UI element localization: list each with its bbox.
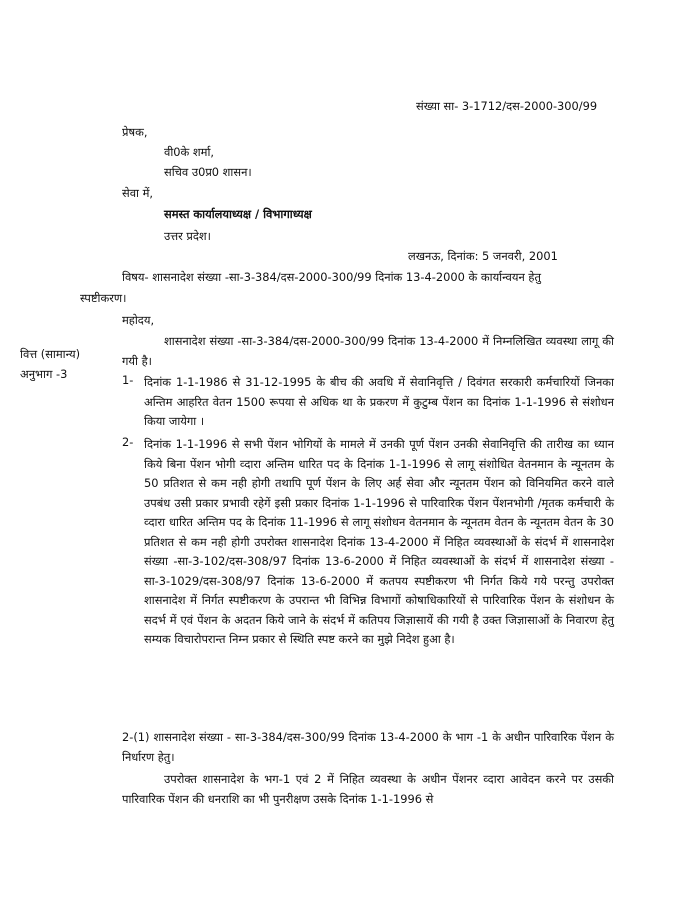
salutation: महोदय,	[122, 313, 155, 327]
recipient: समस्त कार्यालयाध्यक्ष / विभागाध्यक्ष	[164, 207, 312, 221]
item-1-text: दिनांक 1-1-1986 से 31-12-1995 के बीच की अवधि में सेवानिवृत्ति / दिवंगत सरकारी कर्मचारियों जिनका अन्तिम आहरित वेतन 1500 रूपया से अधिक था के प्रकरण में कुटुम्ब पेंशन का दिनांक 1-1-1996 से संशोधन किया जायेगा ।	[144, 375, 614, 428]
to-label: सेवा में,	[122, 186, 154, 200]
subject-line-2: स्पष्टीकरण।	[80, 291, 127, 305]
item-2-text: दिनांक 1-1-1996 से सभी पेंशन भोगियों के मामले में उनकी पूर्ण पेंशन उनकी सेवानिवृत्ति की तारीख का ध्यान किये बिना पेंशन भोगी व्दारा अन्तिम धारित पद के दिनांक 1-1-1996 से लागू संशोधित वेतनमान के न्यूनतम के 50 प्रतिशत से कम नही होगी तथापि पूर्ण पेंशन के लिए अर्ह सेवा और न्यूनतम पेंशन को विनियमित करने वाले उपबंध उसी प्रकार प्रभावी रहेगें इसी प्रकार दिनांक 1-1-1996 से पारिवारिक पेंशन पेंशनभोगी /मृतक कर्मचारी के व्दारा धारित अन्तिम पद के दिनांक 11-1996 से लागू संशोधन वेतनमान के न्यूनतम वेतन के न्यूनतम वेतन के 30 प्रतिशत से कम नही होगी उपरोक्त शासनादेश दिनांक 13-4-2000 में निहित व्यवस्थाओं के संदर्भ में शासनादेश संख्या -सा-3-102/दस-308/97 दिनांक 13-6-2000 में निहित व्यवस्थाओं के संदर्भ में शासनादेश संख्या - सा-3-1029/दस-308/97 दिनांक 13-6-2000 में कतपय स्पष्टीकरण भी निर्गत किये गये परन्तु उपरोक्त शासनादेश में निर्गत स्पष्टीकरण के उपरान्त भी विभिन्न विभागों कोषाधिकारियों से पारिवारिक पेंशन के संशोधन के सदर्भ में एवं पेंशन के अदतन किये जाने के संदर्भ में कतिपय जिज्ञासायें की गयी है उक्त जिज्ञासाओं के निवारण हेतु सम्यक विचारोपरान्त निम्न प्रकार से स्थिति स्पष्ट करने का मुझे निदेश हुआ है।	[144, 437, 614, 646]
sub-heading: 2-(1) शासनादेश संख्या - सा-3-384/दस-300/99 दिनांक 13-4-2000 के भाग -1 के अधीन पारिवारिक पेंशन के निर्धारण हेतु।	[122, 730, 614, 764]
place-date: लखनऊ, दिनांक: 5 जनवरी, 2001	[408, 249, 558, 263]
sender-title: सचिव उ0प्र0 शासन।	[164, 165, 252, 179]
side-note-section: अनुभाग -3	[20, 367, 68, 381]
sender-name: वी0के शर्मा,	[164, 145, 215, 159]
final-paragraph: उपरोक्त शासनादेश के भग-1 एवं 2 में निहित व्यवस्था के अधीन पेंशनर व्दारा आवेदन करने पर उसकी पारिवारिक पेंशन की धनराशि का भी पुनरीक्षण उसके दिनांक 1-1-1996 से	[122, 772, 614, 806]
item-1-number: 1-	[122, 373, 134, 387]
item-2-number: 2-	[122, 435, 134, 449]
intro-paragraph: शासनादेश संख्या -सा-3-384/दस-2000-300/99 दिनांक 13-4-2000 में निम्नलिखित व्यवस्था लागू की गयी है।	[122, 334, 614, 368]
side-note-department: वित्त (सामान्य)	[20, 347, 81, 361]
subject-line-1: विषय- शासनादेश संख्या -सा-3-384/दस-2000-300/99 दिनांक 13-4-2000 के कार्यान्वयन हेतु	[122, 270, 541, 284]
from-label: प्रेषक,	[122, 125, 148, 139]
recipient-place: उत्तर प्रदेश।	[164, 229, 211, 243]
reference-number: संख्या सा- 3-1712/दस-2000-300/99	[416, 99, 598, 113]
